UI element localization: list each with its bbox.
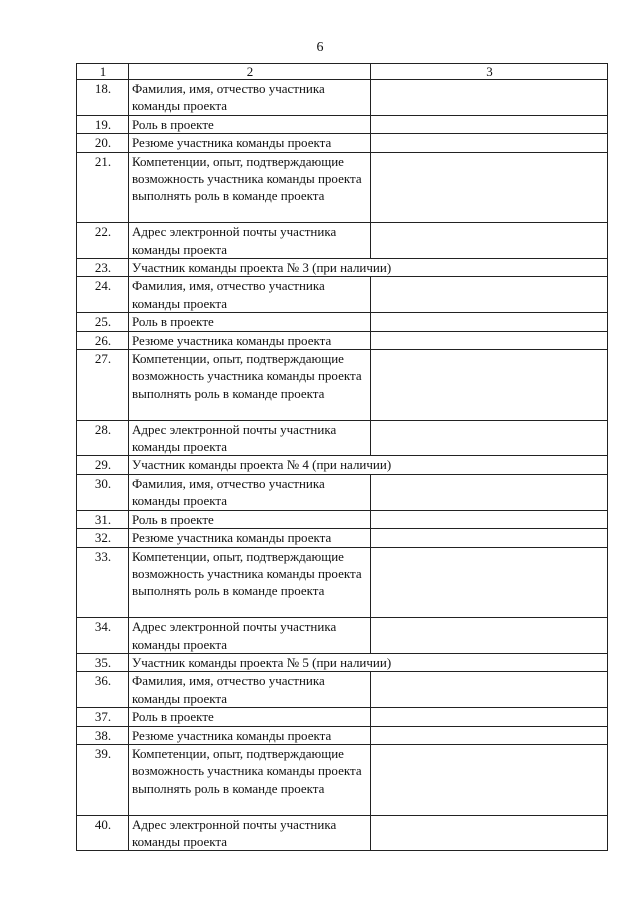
- row-number: 34.: [77, 618, 129, 654]
- field-label: Резюме участника команды проекта: [129, 529, 371, 547]
- table-row: [77, 350, 608, 421]
- table-row: [77, 653, 608, 671]
- field-label: Резюме участника команды проекта: [129, 331, 371, 349]
- field-label: Компетенции, опыт, подтверждающие возможность участника команды проекта выполнять роль в команде проекта: [129, 152, 371, 223]
- row-number: 24.: [77, 277, 129, 313]
- table-row: [77, 474, 608, 510]
- table-row: [77, 672, 608, 708]
- row-number: 20.: [77, 134, 129, 152]
- field-value-cell[interactable]: [371, 744, 608, 815]
- field-value-cell[interactable]: [371, 115, 608, 133]
- table-row: [77, 115, 608, 133]
- field-label: Адрес электронной почты участника команды проекта: [129, 815, 371, 851]
- section-heading: Участник команды проекта № 3 (при наличии): [129, 259, 608, 277]
- row-number: 29.: [77, 456, 129, 474]
- table-row: [77, 152, 608, 223]
- field-label: Компетенции, опыт, подтверждающие возможность участника команды проекта выполнять роль в команде проекта: [129, 547, 371, 618]
- field-value-cell[interactable]: [371, 529, 608, 547]
- table-row: [77, 510, 608, 528]
- table-row: [77, 529, 608, 547]
- row-number: 27.: [77, 350, 129, 421]
- row-number: 32.: [77, 529, 129, 547]
- field-label: Фамилия, имя, отчество участника команды проекта: [129, 277, 371, 313]
- table-row: [77, 726, 608, 744]
- table-row: [77, 744, 608, 815]
- field-value-cell[interactable]: [371, 331, 608, 349]
- row-number: 38.: [77, 726, 129, 744]
- field-value-cell[interactable]: [371, 708, 608, 726]
- table-row: [77, 313, 608, 331]
- field-value-cell[interactable]: [371, 80, 608, 116]
- row-number: 22.: [77, 223, 129, 259]
- row-number: 35.: [77, 653, 129, 671]
- row-number: 23.: [77, 259, 129, 277]
- field-value-cell[interactable]: [371, 618, 608, 654]
- field-value-cell[interactable]: [371, 277, 608, 313]
- field-label: Адрес электронной почты участника команды проекта: [129, 420, 371, 456]
- field-label: Адрес электронной почты участника команды проекта: [129, 223, 371, 259]
- section-heading: Участник команды проекта № 5 (при наличии): [129, 653, 608, 671]
- form-table: [76, 63, 608, 851]
- header-col-1: 1: [77, 64, 129, 80]
- table-row: [77, 80, 608, 116]
- page-number: 6: [316, 40, 324, 55]
- field-value-cell[interactable]: [371, 815, 608, 851]
- table-row: [77, 223, 608, 259]
- field-value-cell[interactable]: [371, 350, 608, 421]
- table-row: [77, 708, 608, 726]
- row-number: 30.: [77, 474, 129, 510]
- row-number: 31.: [77, 510, 129, 528]
- field-value-cell[interactable]: [371, 726, 608, 744]
- field-value-cell[interactable]: [371, 134, 608, 152]
- row-number: 19.: [77, 115, 129, 133]
- table-row: [77, 134, 608, 152]
- table-row: [77, 259, 608, 277]
- table-row: [77, 420, 608, 456]
- field-value-cell[interactable]: [371, 223, 608, 259]
- field-value-cell[interactable]: [371, 152, 608, 223]
- field-label: Роль в проекте: [129, 313, 371, 331]
- table-body: [77, 64, 608, 851]
- field-label: Компетенции, опыт, подтверждающие возможность участника команды проекта выполнять роль в команде проекта: [129, 744, 371, 815]
- table-row: [77, 547, 608, 618]
- row-number: 33.: [77, 547, 129, 618]
- row-number: 18.: [77, 80, 129, 116]
- row-number: 28.: [77, 420, 129, 456]
- field-label: Фамилия, имя, отчество участника команды проекта: [129, 474, 371, 510]
- row-number: 21.: [77, 152, 129, 223]
- field-value-cell[interactable]: [371, 313, 608, 331]
- field-value-cell[interactable]: [371, 672, 608, 708]
- field-label: Резюме участника команды проекта: [129, 726, 371, 744]
- table-row: [77, 456, 608, 474]
- field-label: Роль в проекте: [129, 510, 371, 528]
- field-label: Адрес электронной почты участника команды проекта: [129, 618, 371, 654]
- field-label: Роль в проекте: [129, 115, 371, 133]
- header-col-2: 2: [129, 64, 371, 80]
- row-number: 40.: [77, 815, 129, 851]
- table-row: [77, 815, 608, 851]
- row-number: 37.: [77, 708, 129, 726]
- field-value-cell[interactable]: [371, 474, 608, 510]
- field-label: Компетенции, опыт, подтверждающие возможность участника команды проекта выполнять роль в команде проекта: [129, 350, 371, 421]
- field-value-cell[interactable]: [371, 547, 608, 618]
- row-number: 36.: [77, 672, 129, 708]
- table-row: [77, 277, 608, 313]
- field-label: Фамилия, имя, отчество участника команды проекта: [129, 80, 371, 116]
- field-label: Фамилия, имя, отчество участника команды проекта: [129, 672, 371, 708]
- field-label: Роль в проекте: [129, 708, 371, 726]
- section-heading: Участник команды проекта № 4 (при наличии): [129, 456, 608, 474]
- header-col-3: 3: [371, 64, 608, 80]
- row-number: 25.: [77, 313, 129, 331]
- field-value-cell[interactable]: [371, 510, 608, 528]
- field-label: Резюме участника команды проекта: [129, 134, 371, 152]
- header-row: [77, 64, 608, 80]
- row-number: 39.: [77, 744, 129, 815]
- field-value-cell[interactable]: [371, 420, 608, 456]
- row-number: 26.: [77, 331, 129, 349]
- table-row: [77, 331, 608, 349]
- table-row: [77, 618, 608, 654]
